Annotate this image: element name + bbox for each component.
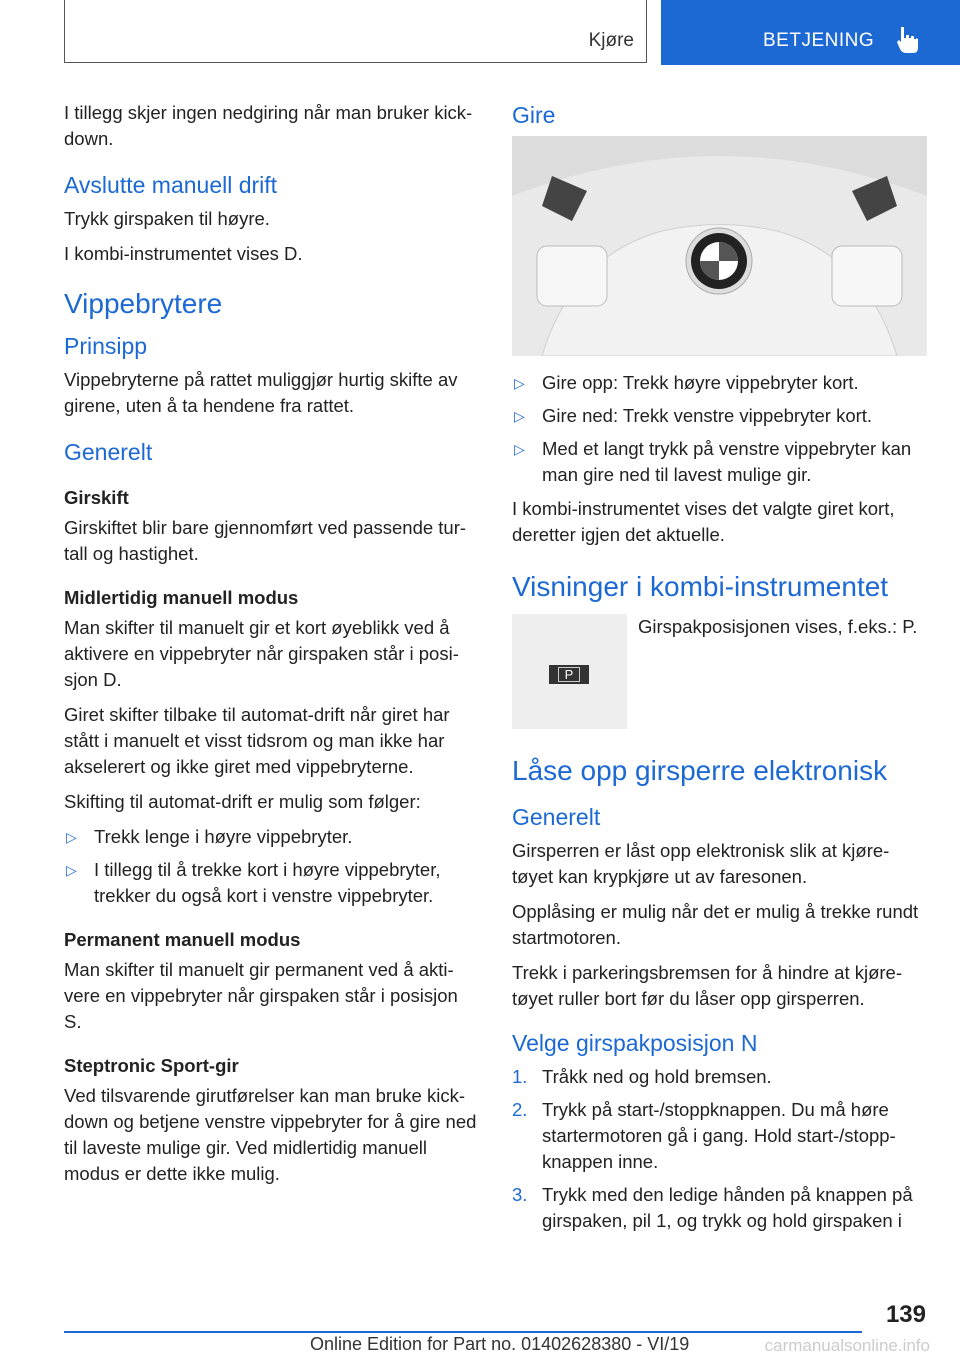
page-header	[0, 0, 960, 66]
heading-midlertidig: Midlertidig manuell modus	[64, 587, 299, 608]
heading-prinsipp: Prinsipp	[64, 333, 148, 359]
midlertidig-paragraph-1: Man skifter til manuelt gir et kort øyeblikk ved å aktivere en vippebryter når girspaken står i posi-sjon D.	[64, 617, 459, 690]
midlertidig-list	[64, 824, 479, 909]
triangle-bullet-icon: ▷	[66, 829, 77, 845]
instrument-display-image	[512, 614, 627, 729]
heading-girskift: Girskift	[64, 487, 129, 508]
chapter-tab	[64, 0, 647, 63]
velge-list	[512, 1064, 927, 1234]
list-item: 3. Trykk med den ledige hånden på knappen på girspaken, pil 1, og trykk og hold girspaken i	[512, 1184, 913, 1231]
list-item: 1. Tråkk ned og hold bremsen.	[512, 1066, 772, 1087]
heading-gire: Gire	[512, 102, 556, 128]
gear-indicator: P	[549, 665, 589, 684]
list-item: ▷ Trekk lenge i høyre vippebryter.	[64, 824, 479, 850]
gire-list	[512, 370, 927, 488]
permanent-paragraph: Man skifter til manuelt gir permanent ved å akti-vere en vippebryter når girspaken står i posisjon S.	[64, 959, 458, 1032]
intro-paragraph: I tillegg skjer ingen nedgiring når man bruker kick-down.	[64, 102, 473, 149]
girskift-paragraph: Girskiftet blir bare gjennomført ved passende tur-tall og hastighet.	[64, 517, 467, 564]
generelt2-paragraph-1: Girsperren er låst opp elektronisk slik at kjøre-tøyet kan krypkjøre ut av faresonen.	[512, 840, 890, 887]
page-number: 139	[885, 1301, 926, 1328]
gire-paragraph: I kombi-instrumentet vises det valgte giret kort, deretter igjen det aktuelle.	[512, 498, 895, 545]
heading-avslutte: Avslutte manuell drift	[64, 172, 278, 198]
list-item: ▷ Med et langt trykk på venstre vippebryter kan man gire ned til lavest mulige gir.	[514, 438, 912, 485]
hand-pointer-icon	[897, 26, 919, 54]
generelt2-paragraph-2: Opplåsing er mulig når det er mulig å trekke rundt startmotoren.	[512, 901, 919, 948]
heading-generelt-2: Generelt	[512, 804, 601, 830]
triangle-bullet-icon: ▷	[66, 862, 77, 878]
right-column	[512, 100, 927, 1242]
display-row	[512, 614, 927, 732]
heading-steptronic: Steptronic Sport-gir	[64, 1055, 239, 1076]
heading-velge: Velge girspakposisjon N	[512, 1030, 758, 1056]
section-label: BETJENING	[763, 30, 875, 51]
watermark: carmanualsonline.info	[764, 1336, 930, 1355]
list-item: ▷ I tillegg til å trekke kort i høyre vippebryter, trekker du også kort i venstre vippebryter.	[66, 859, 441, 906]
heading-permanent: Permanent manuell modus	[64, 929, 301, 950]
heading-visninger: Visninger i kombi-instrumentet	[512, 571, 889, 602]
section-tab	[661, 0, 960, 65]
midlertidig-paragraph-2: Giret skifter tilbake til automat-drift når giret har stått i manuelt et visst tidsrom og man ikke har akselerert og ikke giret med vippebryterne.	[64, 704, 450, 777]
footer-edition: Online Edition for Part no. 01402628380 - VI/19	[310, 1334, 690, 1354]
prinsipp-paragraph: Vippebryterne på rattet muliggjør hurtig skifte av girene, uten å ta hendene fra rattet.	[64, 369, 458, 416]
heading-generelt: Generelt	[64, 439, 153, 465]
heading-vippebrytere: Vippebrytere	[64, 288, 223, 319]
list-item: ▷ Gire opp: Trekk høyre vippebryter kort.	[512, 370, 927, 396]
triangle-bullet-icon: ▷	[514, 375, 525, 391]
midlertidig-paragraph-3: Skifting til automat-drift er mulig som følger:	[64, 791, 421, 812]
heading-laase: Låse opp girsperre elektronisk	[512, 755, 888, 786]
steptronic-paragraph: Ved tilsvarende girutførelser kan man bruke kick-down og betjene venstre vippebryter for å gire ned til laveste mulige gir. Ved midlertidig manuell modus er dette ikke mulig.	[64, 1085, 477, 1184]
list-item: 2. Trykk på start-/stoppknappen. Du må høre startermotoren gå i gang. Hold start-/stopp-knappen inne.	[512, 1099, 896, 1172]
steering-wheel-image	[512, 136, 927, 356]
left-column	[64, 100, 479, 1196]
generelt2-paragraph-3: Trekk i parkeringsbremsen for å hindre at kjøre-tøyet ruller bort før du låser opp girsperren.	[512, 962, 903, 1009]
chapter-label: Kjøre	[588, 30, 634, 51]
triangle-bullet-icon: ▷	[514, 441, 525, 457]
visninger-paragraph: Girspakposisjonen vises, f.eks.: P.	[638, 616, 918, 637]
avslutte-paragraph-2: I kombi-instrumentet vises D.	[64, 243, 303, 264]
avslutte-paragraph-1: Trykk girspaken til høyre.	[64, 208, 270, 229]
footer-divider	[64, 1331, 862, 1333]
list-item: ▷ Gire ned: Trekk venstre vippebryter kort.	[512, 403, 927, 429]
triangle-bullet-icon: ▷	[514, 408, 525, 424]
